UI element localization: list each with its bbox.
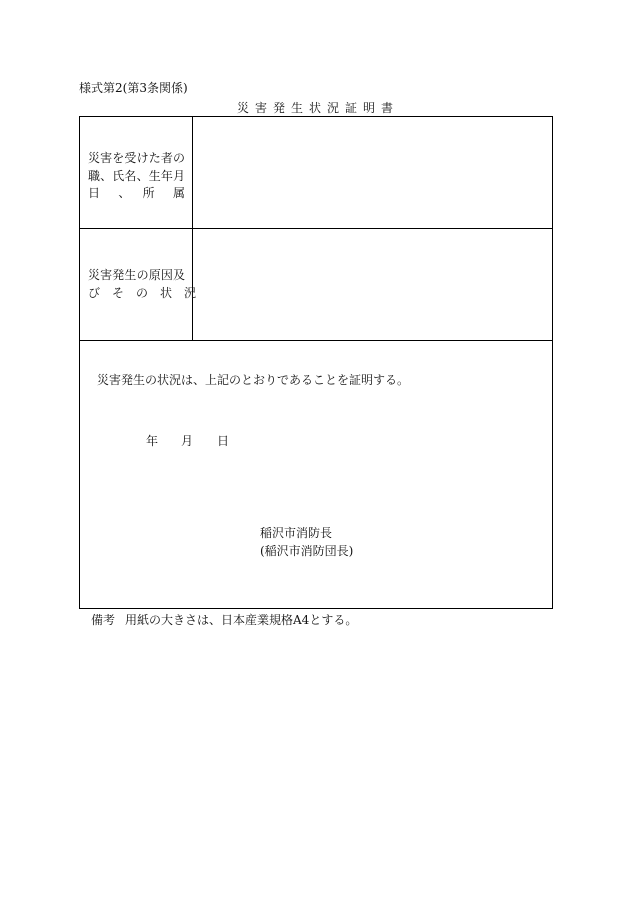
signer-fire-brigade-chief: (稲沢市消防団長) bbox=[260, 544, 354, 558]
cause-status-label-line-2: び そ の 状 況 bbox=[88, 286, 197, 300]
signer-fire-chief: 稲沢市消防長 bbox=[260, 526, 333, 540]
certification-section bbox=[80, 341, 552, 608]
date-year-label: 年 bbox=[146, 434, 159, 448]
document-title: 災害発生状況証明書 bbox=[236, 101, 399, 115]
remarks-label: 備考 bbox=[91, 613, 116, 627]
certification-statement: 災害発生の状況は、上記のとおりであることを証明する。 bbox=[97, 373, 410, 387]
victim-info-value-cell bbox=[193, 117, 552, 228]
date-month-label: 月 bbox=[181, 434, 194, 448]
victim-info-label-cell bbox=[80, 117, 193, 228]
victim-info-label-line-1: 災害を受けた者の bbox=[88, 151, 185, 165]
cause-status-label-line-1: 災害発生の原因及 bbox=[88, 268, 185, 282]
certificate-form-table bbox=[79, 116, 553, 609]
remarks-note bbox=[91, 611, 357, 628]
date-day-label: 日 bbox=[217, 434, 230, 448]
table-row-victim-info bbox=[80, 117, 552, 229]
cause-status-label-cell bbox=[80, 229, 197, 340]
victim-info-label-line-2: 職、氏名、生年月 bbox=[88, 169, 185, 183]
table-row-cause-and-status bbox=[80, 229, 552, 341]
cause-status-value-cell bbox=[193, 229, 552, 340]
form-reference: 様式第2(第3条関係) bbox=[79, 81, 188, 95]
remarks-text: 用紙の大きさは、日本産業規格A4とする。 bbox=[125, 613, 358, 627]
victim-info-label-line-3: 日 、 所 属 bbox=[88, 186, 185, 200]
